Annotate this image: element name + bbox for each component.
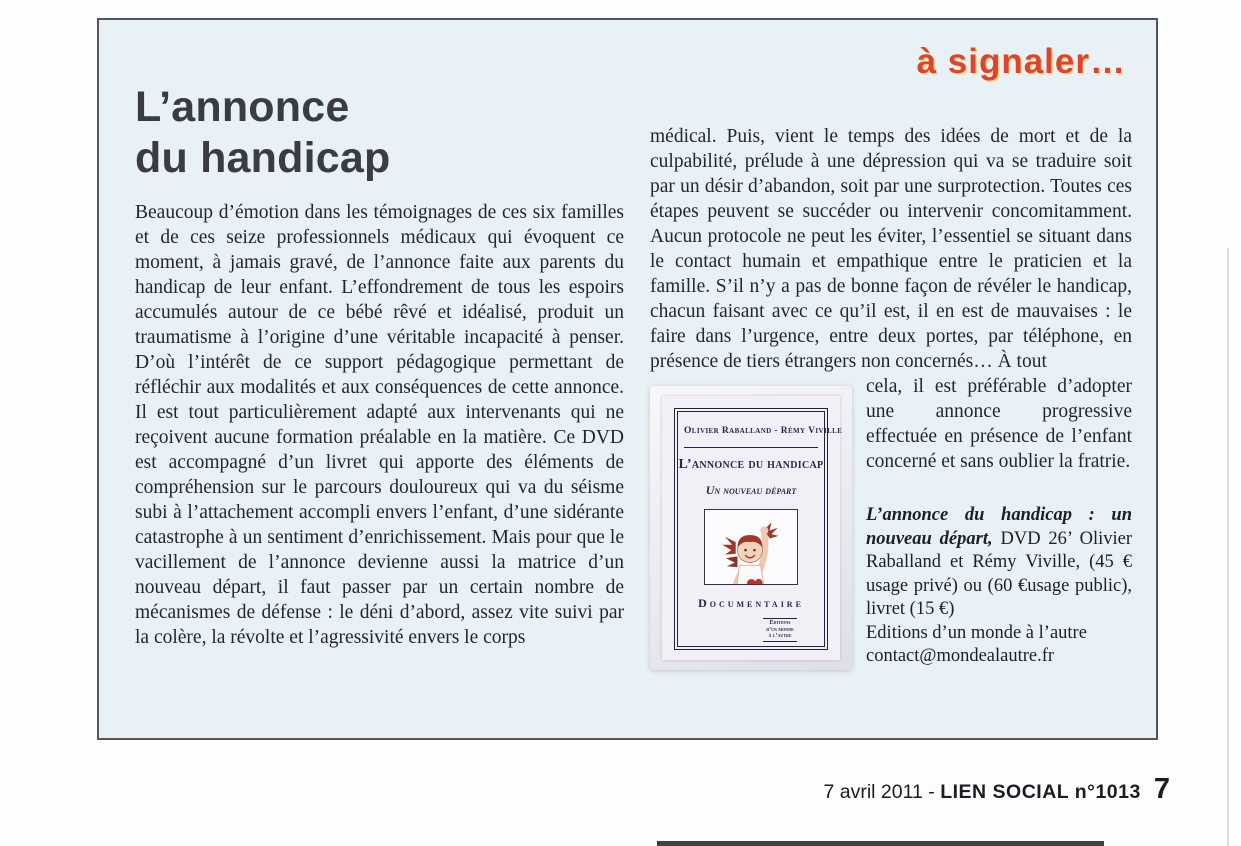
dvd-cover-publisher-logo: Éditions d’un monde à l’autre bbox=[763, 618, 797, 643]
dvd-cover-title: L’annonce du handicap bbox=[678, 457, 824, 472]
footer-date: 7 avril 2011 - bbox=[823, 781, 941, 803]
caption-contact-email: contact@mondealautre.fr bbox=[866, 646, 1055, 666]
footer-page-number: 7 bbox=[1153, 773, 1170, 805]
right-column-text-wrap: cela, il est préférable d’adopter une annonce progressive effectuée en présence de l’enfant concerné et sans oublier la fratrie. bbox=[866, 376, 1132, 472]
article-left-column: Beaucoup d’émotion dans les témoignages de ces six familles et de ces seize professionnels médicaux qui évoquent ce moment, à jamais gravé, de l’annonce faite aux parents du handicap de leur enfant. L’effondrement de tous les espoirs accumulés autour de ce bébé rêvé et idéalisé, produit un traumatisme à l’origine d’une véritable incapacité à penser. D’où l’intérêt de ce support pédagogique permettant de réfléchir aux modalités et aux conséquences de cette annonce. Il est tout particulièrement adapté aux intervenants qui ne reçoivent aucune formation préalable en la matière. Ce DVD est accompagné d’un livret qui apporte des éléments de compréhension sur le parcours douloureux qui va du séisme subi à l’attachement accompli envers l’enfant, d’une sidérante catastrophe à un sentiment d’enrichissement. Mais pour que le vacillement de l’annonce devienne aussi la matrice d’un nouveau départ, il faut passer par un certain nombre de mécanismes de défense : le déni d’abord, assez vite suivi par la colère, la révolte et l’agressivité envers le corps bbox=[135, 202, 624, 648]
right-column-text-top: médical. Puis, vient le temps des idées de mort et de la culpabilité, prélude à une dépression qui va se traduire soit par un désir d’abandon, soit par une surprotection. Toutes ces étapes peuvent se succéder ou intervenir concomitamment. Aucun protocole ne peut les éviter, l’essentiel se situant dans le contact humain et empathique entre le praticien et la famille. S’il n’y a pas de bonne façon de révéler le handicap, chacun faisant avec ce qu’il est, il en est de mauvaises : le faire dans l’urgence, entre deux portes, par téléphone, en présence de tiers étrangers non concernés… À tout bbox=[650, 126, 1132, 372]
girl-drawing-icon bbox=[705, 510, 795, 585]
section-flag: à signaler… bbox=[916, 42, 1126, 81]
scan-artifact-right-edge bbox=[1227, 248, 1229, 846]
dvd-cover-authors: Olivier Raballand - Rémy Viville bbox=[684, 419, 818, 448]
article-title-line2: du handicap bbox=[135, 134, 391, 182]
dvd-cover-frame bbox=[674, 408, 843, 650]
dvd-cover-illustration bbox=[704, 509, 798, 585]
footer-journal-name: LIEN SOCIAL n°1013 bbox=[940, 781, 1141, 803]
caption-details: DVD 26’ Olivier Raballand et Rémy Viville, (45 € usage privé) ou (60 €usage public), livret (15 €) bbox=[866, 528, 1132, 619]
caption-work-title: L’annonce du handicap : un nouveau départ, bbox=[866, 505, 1132, 549]
dvd-cover-photo bbox=[650, 386, 852, 670]
dvd-cover bbox=[662, 396, 843, 660]
page-footer bbox=[823, 773, 1170, 806]
article-right-column bbox=[650, 124, 1132, 676]
article-title bbox=[135, 82, 390, 184]
dvd-cover-subtitle: Un nouveau départ bbox=[705, 483, 797, 497]
article-panel bbox=[97, 18, 1158, 740]
dvd-cover-genre: Documentaire bbox=[698, 595, 804, 610]
scan-artifact-bottom-bar bbox=[657, 841, 1104, 846]
caption-publisher: Editions d’un monde à l’autre bbox=[866, 622, 1087, 643]
article-title-line1: L’annonce bbox=[135, 83, 350, 131]
